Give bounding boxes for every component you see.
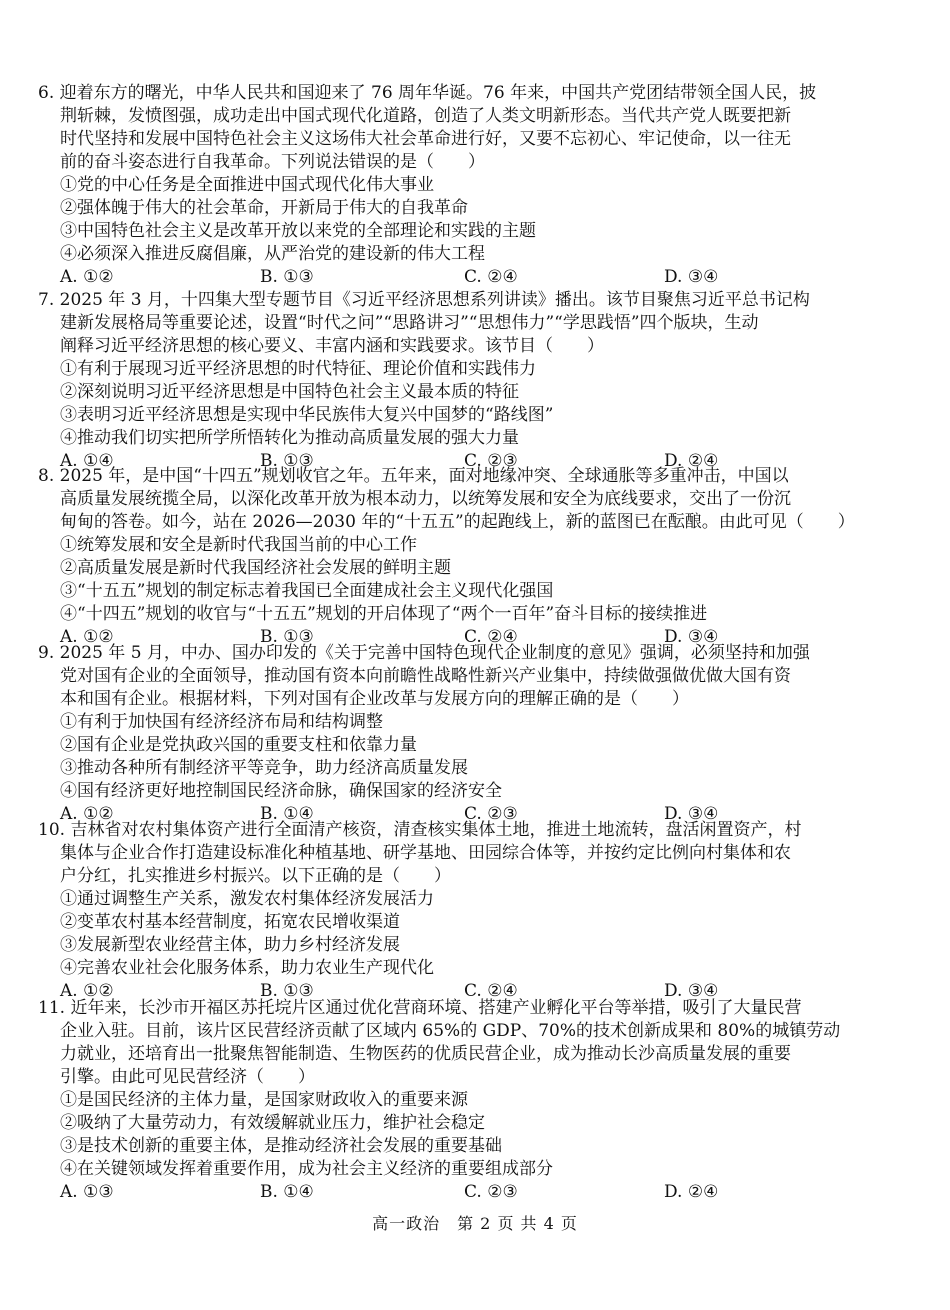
statement-option: ④国有经济更好地控制国民经济命脉，确保国家的经济安全 (60, 781, 502, 801)
choice-b: B. ①③ (260, 627, 314, 647)
choice-b: B. ①③ (260, 267, 314, 287)
choice-d: D. ③④ (664, 627, 719, 647)
choice-d: D. ③④ (664, 267, 719, 287)
question-stem-line: 阐释习近平经济思想的核心要义、丰富内涵和实践要求。该节目（ ） (60, 336, 604, 356)
statement-option: ①是国民经济的主体力量，是国家财政收入的重要来源 (60, 1090, 468, 1110)
choice-c: C. ②④ (464, 627, 518, 647)
statement-option: ④推动我们切实把所学所悟转化为推动高质量发展的强大力量 (60, 428, 519, 448)
choice-c: C. ②④ (464, 981, 518, 1001)
question-9 (38, 642, 918, 826)
statement-option: ②高质量发展是新时代我国经济社会发展的鲜明主题 (60, 558, 451, 578)
statement-option: ③是技术创新的重要主体，是推动经济社会发展的重要基础 (60, 1136, 502, 1156)
statement-option: ③表明习近平经济思想是实现中华民族伟大复兴中国梦的“路线图” (60, 405, 554, 425)
choice-b: B. ①③ (260, 981, 314, 1001)
choice-a: A. ①④ (60, 451, 114, 471)
statement-option: ③“十五五”规划的制定标志着我国已全面建成社会主义现代化强国 (60, 581, 554, 601)
statement-option: ③推动各种所有制经济平等竞争，助力经济高质量发展 (60, 758, 468, 778)
question-stem-line: 9. 2025 年 5 月，中办、国办印发的《关于完善中国特色现代企业制度的意见》强调，必须坚持和加强 (38, 643, 810, 663)
question-stem-line: 力就业，还培育出一批聚焦智能制造、生物医药的优质民营企业，成为推动长沙高质量发展的重要 (60, 1044, 791, 1064)
statement-option: ②深刻说明习近平经济思想是中国特色社会主义最本质的特征 (60, 382, 519, 402)
choice-a: A. ①③ (60, 1182, 114, 1202)
question-stem-line: 11. 近年来，长沙市开福区苏托垸片区通过优化营商环境、搭建产业孵化平台等举措，吸引了大量民营 (38, 998, 802, 1018)
question-stem-line: 荆斩棘，发愤图强，成功走出中国式现代化道路，创造了人类文明新形态。当代共产党人既要把新 (60, 106, 791, 126)
answer-choices (38, 266, 918, 289)
statement-option: ①有利于加快国有经济经济布局和结构调整 (60, 712, 383, 732)
statement-option: ③发展新型农业经营主体，助力乡村经济发展 (60, 935, 400, 955)
statement-option: ②变革农村基本经营制度，拓宽农民增收渠道 (60, 912, 400, 932)
question-stem-line: 集体与企业合作打造建设标准化种植基地、研学基地、田园综合体等，并按约定比例向村集体和农 (60, 843, 791, 863)
question-stem-line: 党对国有企业的全面领导，推动国有资本向前瞻性战略性新兴产业集中，持续做强做优做大国有资 (60, 666, 791, 686)
statement-option: ②强体魄于伟大的社会革命，开新局于伟大的自我革命 (60, 198, 468, 218)
question-stem-line: 前的奋斗姿态进行自我革命。下列说法错误的是（ ） (60, 152, 485, 172)
statement-option: ①统筹发展和安全是新时代我国当前的中心工作 (60, 535, 417, 555)
question-7 (38, 289, 918, 473)
question-stem-line: 8. 2025 年，是中国“十四五”规划收官之年。五年来，面对地缘冲突、全球通胀等多重冲击，中国以 (38, 466, 789, 486)
statement-option: ①党的中心任务是全面推进中国式现代化伟大事业 (60, 175, 434, 195)
answer-choices (38, 1181, 918, 1204)
statement-option: ④“十四五”规划的收官与“十五五”规划的开启体现了“两个一百年”奋斗目标的接续推进 (60, 604, 708, 624)
statement-option: ④完善农业社会化服务体系，助力农业生产现代化 (60, 958, 434, 978)
choice-c: C. ②④ (464, 267, 518, 287)
choice-d: D. ③④ (664, 981, 719, 1001)
statement-option: ②国有企业是党执政兴国的重要支柱和依靠力量 (60, 735, 417, 755)
choice-d: D. ②④ (664, 1182, 719, 1202)
question-stem-line: 引擎。由此可见民营经济（ ） (60, 1067, 315, 1087)
question-stem-line: 建新发展格局等重要论述，设置“时代之问”“思路讲习”“思想伟力”“学思践悟”四个版块，生动 (60, 313, 759, 333)
choice-d: D. ②④ (664, 451, 719, 471)
question-8 (38, 465, 918, 649)
question-stem-line: 甸甸的答卷。如今，站在 2026—2030 年的“十五五”的起跑线上，新的蓝图已在酝酿。由此可见（ ） (60, 512, 855, 532)
choice-c: C. ②③ (464, 1182, 518, 1202)
choice-a: A. ①② (60, 627, 114, 647)
statement-option: ③中国特色社会主义是改革开放以来党的全部理论和实践的主题 (60, 221, 536, 241)
choice-b: B. ①④ (260, 1182, 314, 1202)
statement-option: ①通过调整生产关系，激发农村集体经济发展活力 (60, 889, 434, 909)
question-10 (38, 819, 918, 1003)
question-stem-line: 6. 迎着东方的曙光，中华人民共和国迎来了 76 周年华诞。76 年来，中国共产党团结带领全国人民，披 (38, 83, 817, 103)
statement-option: ④必须深入推进反腐倡廉，从严治党的建设新的伟大工程 (60, 244, 485, 264)
question-11 (38, 997, 918, 1204)
choice-c: C. ②③ (464, 451, 518, 471)
question-stem-line: 高质量发展统揽全局，以深化改革开放为根本动力，以统筹发展和安全为底线要求，交出了一份沉 (60, 489, 791, 509)
choice-c: C. ②③ (464, 804, 518, 824)
statement-option: ④在关键领域发挥着重要作用，成为社会主义经济的重要组成部分 (60, 1159, 553, 1179)
choice-a: A. ①② (60, 981, 114, 1001)
question-stem-line: 10. 吉林省对农村集体资产进行全面清产核资，清查核实集体土地，推进土地流转，盘活闲置资产，村 (38, 820, 802, 840)
choice-a: A. ①② (60, 267, 114, 287)
question-stem-line: 本和国有企业。根据材料，下列对国有企业改革与发展方向的理解正确的是（ ） (60, 689, 689, 709)
question-stem-line: 户分红，扎实推进乡村振兴。以下正确的是（ ） (60, 866, 451, 886)
choice-b: B. ①③ (260, 451, 314, 471)
choice-a: A. ①② (60, 804, 114, 824)
choice-b: B. ①④ (260, 804, 314, 824)
statement-option: ①有利于展现习近平经济思想的时代特征、理论价值和实践伟力 (60, 359, 536, 379)
choice-d: D. ③④ (664, 804, 719, 824)
statement-option: ②吸纳了大量劳动力，有效缓解就业压力，维护社会稳定 (60, 1113, 485, 1133)
question-6 (38, 82, 918, 289)
page-footer: 高一政治 第 2 页 共 4 页 (372, 1214, 578, 1233)
question-stem-line: 7. 2025 年 3 月，十四集大型专题节目《习近平经济思想系列讲读》播出。该节目聚焦习近平总书记构 (38, 290, 810, 310)
question-stem-line: 企业入驻。目前，该片区民营经济贡献了区域内 65%的 GDP、70%的技术创新成果和 80%的城镇劳动 (60, 1021, 841, 1041)
question-stem-line: 时代坚持和发展中国特色社会主义这场伟大社会革命进行好，又要不忘初心、牢记使命，以一往无 (60, 129, 791, 149)
